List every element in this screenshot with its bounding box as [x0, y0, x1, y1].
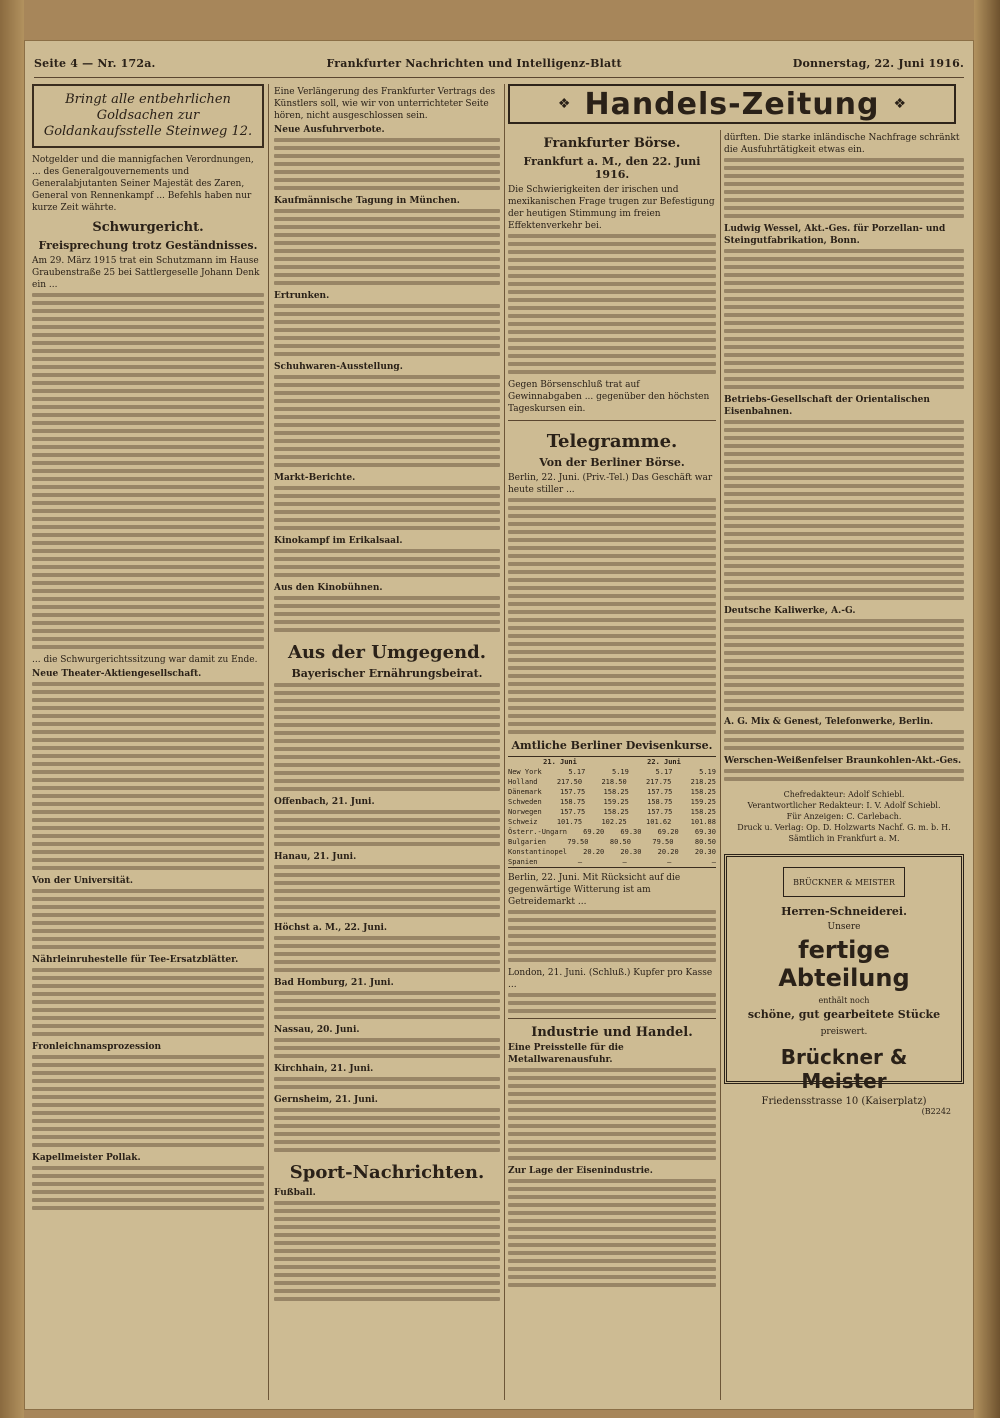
- dateline: Frankfurt a. M., den 22. Juni 1916.: [523, 155, 701, 181]
- imprint-line: Druck u. Verlag: Op. D. Holzwarts Nachf. G. m. b. H.: [737, 823, 951, 832]
- section-heading: Telegramme.: [546, 431, 678, 452]
- ad-line: enthält noch: [818, 996, 870, 1005]
- imprint-line: Chefredakteur: Adolf Schiebl.: [783, 790, 905, 799]
- news-item: Neue Ausfuhrverbote.: [274, 125, 385, 135]
- table-row: Dänemark 157.75 158.25 157.75 158.25: [508, 788, 716, 796]
- article-end: ... die Schwurgerichtssitzung war damit zu Ende.: [32, 655, 258, 665]
- article-end: Gegen Börsenschluß trat auf Gewinnabgaben ... gegenüber den höchsten Tageskursen ein.: [508, 380, 710, 414]
- news-item: Kirchhain, 21. Juni.: [274, 1064, 374, 1074]
- paper-title: Frankfurter Nachrichten und Intelligenz-Blatt: [326, 56, 622, 70]
- news-item: Neue Theater-Aktiengesellschaft.: [32, 669, 202, 679]
- imprint-line: Verantwortlicher Redakteur: I. V. Adolf Schiebl.: [747, 801, 941, 810]
- article-body: [724, 730, 964, 750]
- ad-code: (B2242: [921, 1107, 951, 1116]
- ornament-icon: ❖: [893, 96, 907, 112]
- article-start: Die Schwierigkeiten der irischen und mexikanischen Frage trugen zur Befestigung der heutigen Stimmung im freien Effektenverkehr bei.: [508, 185, 715, 231]
- column-4: [724, 130, 964, 1116]
- intro-text: dürften. Die starke inländische Nachfrage schränkt die Ausfuhrtätigkeit etwas ein.: [724, 133, 960, 155]
- article-body: [724, 158, 964, 218]
- imprint-line: Für Anzeigen: C. Carlebach.: [786, 812, 902, 821]
- article-body: [274, 486, 500, 530]
- article-heading: Bayerischer Ernährungsbeirat.: [291, 667, 483, 680]
- article-body: [724, 249, 964, 389]
- intro-text: Eine Verlängerung des Frankfurter Vertrags des Künstlers soll, wie wir von unterrichteter Seite hören, nicht ausgeschlossen sein.: [274, 87, 496, 121]
- telegram: Berlin, 22. Juni. Mit Rücksicht auf die gegenwärtige Witterung ist am Getreidemarkt ...: [508, 873, 681, 907]
- news-item: Aus den Kinobühnen.: [274, 583, 383, 593]
- article-body: [274, 1038, 500, 1058]
- article-body: [724, 619, 964, 711]
- column-3: [508, 130, 716, 1292]
- news-item: Hanau, 21. Juni.: [274, 852, 357, 862]
- section-heading: Sport-Nachrichten.: [289, 1162, 485, 1183]
- news-item: Deutsche Kaliwerke, A.-G.: [724, 606, 856, 616]
- brueckner-meister-ad: [724, 854, 964, 1116]
- news-item: Nassau, 20. Juni.: [274, 1025, 360, 1035]
- handels-zeitung-masthead: [508, 84, 956, 124]
- exchange-rates-table: [508, 756, 716, 868]
- article-body: [274, 683, 500, 791]
- page-number: Seite 4 — Nr. 172a.: [34, 56, 156, 70]
- article-heading: Freisprechung trotz Geständnisses.: [38, 239, 258, 252]
- article-body: [274, 596, 500, 632]
- news-item: Ludwig Wessel, Akt.-Ges. für Porzellan- und Steingutfabrikation, Bonn.: [724, 224, 946, 246]
- article-heading: Von der Berliner Börse.: [539, 456, 685, 469]
- column-rule: [720, 130, 721, 1400]
- article-body: [274, 936, 500, 972]
- column-rule: [268, 84, 269, 1400]
- table-row: Schweden 158.75 159.25 158.75 159.25: [508, 798, 716, 806]
- news-item: Markt-Berichte.: [274, 473, 356, 483]
- column-2: [274, 84, 500, 1306]
- news-item: Betriebs-Gesellschaft der Orientalischen Eisenbahnen.: [724, 395, 930, 417]
- news-item: Werschen-Weißenfelser Braunkohlen-Akt.-Ges.: [724, 756, 962, 766]
- article-body: [274, 991, 500, 1019]
- article-body: [32, 968, 264, 1036]
- telegram: London, 21. Juni. (Schluß.) Kupfer pro Kasse ...: [508, 968, 713, 990]
- article-body: [274, 865, 500, 917]
- ornament-icon: ❖: [557, 96, 571, 112]
- imprint: [724, 789, 964, 844]
- article-body: [32, 889, 264, 949]
- article-body: [508, 1179, 716, 1287]
- page-edge-right: [974, 0, 1000, 1418]
- news-item: Kinokampf im Erikalsaal.: [274, 536, 403, 546]
- ad-line: Unsere: [827, 922, 861, 932]
- news-item: Fronleichnamsprozession: [32, 1042, 162, 1052]
- article-body: [724, 769, 964, 781]
- table-row: Norwegen 157.75 158.25 157.75 158.25: [508, 808, 716, 816]
- article-body: [32, 1166, 264, 1210]
- news-item: Zur Lage der Eisenindustrie.: [508, 1166, 653, 1176]
- column-1: [32, 84, 264, 1215]
- news-item: A. G. Mix & Genest, Telefonwerke, Berlin.: [724, 717, 934, 727]
- ad-address: Friedensstrasse 10 (Kaiserplatz): [761, 1096, 927, 1107]
- section-heading: Frankfurter Börse.: [543, 136, 681, 151]
- news-item: Bad Homburg, 21. Juni.: [274, 978, 394, 988]
- section-title: Handels-Zeitung: [584, 86, 880, 122]
- news-item: Kapellmeister Pollak.: [32, 1153, 141, 1163]
- news-item: Gernsheim, 21. Juni.: [274, 1095, 378, 1105]
- news-item: Höchst a. M., 22. Juni.: [274, 923, 388, 933]
- ad-company: Brückner & Meister: [780, 1045, 908, 1093]
- article-body: [508, 1068, 716, 1160]
- telegram: Berlin, 22. Juni. (Priv.-Tel.) Das Geschäft war heute stiller ...: [508, 473, 713, 495]
- table-row: Holland 217.50 218.50 217.75 218.25: [508, 778, 716, 786]
- section-heading: Schwurgericht.: [92, 220, 204, 235]
- article-body: [274, 1201, 500, 1301]
- article-body: [274, 375, 500, 467]
- page-edge-left: [0, 0, 24, 1418]
- imprint-line: Sämtlich in Frankfurt a. M.: [788, 834, 900, 843]
- table-row: Spanien — — — —: [508, 858, 716, 866]
- news-item: Eine Preisstelle für die Metallwarenausfuhr.: [508, 1043, 624, 1065]
- ad-line: schöne, gut gearbeitete Stücke: [747, 1008, 941, 1021]
- article-body: [508, 910, 716, 962]
- intro-text: Notgelder und die mannigfachen Verordnungen, ... des Generalgouvernements und Generalabjutanten Seiner Majestät des Zaren, General von Rennenkampf ... Befehls haben nur kurze Zeit währte.: [32, 155, 254, 213]
- article-body: [32, 1055, 264, 1147]
- article-body: [508, 234, 716, 374]
- rates-title: Amtliche Berliner Devisenkurse.: [511, 739, 713, 752]
- page-header: [34, 52, 964, 78]
- article-start: Am 29. März 1915 trat ein Schutzmann im Hause Graubenstraße 25 bei Sattlergeselle Johann Denk ein ...: [32, 256, 260, 290]
- table-row: New York 5.17 5.19 5.17 5.19: [508, 768, 716, 776]
- table-header: 21. Juni 22. Juni: [543, 758, 681, 766]
- news-item: Offenbach, 21. Juni.: [274, 797, 375, 807]
- news-item: Schuhwaren-Ausstellung.: [274, 362, 403, 372]
- article-body: [274, 549, 500, 577]
- section-heading: Industrie und Handel.: [531, 1025, 693, 1040]
- ad-logo: BRÜCKNER & MEISTER: [783, 867, 905, 897]
- news-item: Ertrunken.: [274, 291, 330, 301]
- article-body: [274, 1077, 500, 1089]
- news-item: Nährleinruhestelle für Tee-Ersatzblätter.: [32, 955, 239, 965]
- table-row: Schweiz 101.75 102.25 101.62 101.88: [508, 818, 716, 826]
- table-row: Konstantinopel 20.20 20.30 20.20 20.30: [508, 848, 716, 856]
- newspaper-page: [24, 40, 974, 1410]
- gold-ad: Bringt alle entbehrlichen Goldsachen zur Goldankaufsstelle Steinweg 12.: [32, 84, 264, 148]
- article-body: [274, 1108, 500, 1152]
- article-body: [508, 993, 716, 1013]
- news-item: Von der Universität.: [32, 876, 134, 886]
- divider: [508, 1018, 716, 1019]
- article-body: [724, 420, 964, 600]
- article-body: [274, 810, 500, 846]
- divider: [508, 420, 716, 421]
- column-rule: [504, 84, 505, 1400]
- article-body: [508, 498, 716, 734]
- table-row: Bulgarien 79.50 80.50 79.50 80.50: [508, 838, 716, 846]
- table-row: Österr.-Ungarn 69.20 69.30 69.20 69.30: [508, 828, 716, 836]
- article-body: [274, 138, 500, 190]
- news-item: Kaufmännische Tagung in München.: [274, 196, 460, 206]
- article-body: [274, 209, 500, 285]
- news-item: Fußball.: [274, 1188, 316, 1198]
- issue-date: Donnerstag, 22. Juni 1916.: [792, 56, 964, 70]
- section-heading: Aus der Umgegend.: [288, 642, 486, 663]
- ad-line: preiswert.: [820, 1027, 868, 1037]
- article-body: [32, 293, 264, 649]
- article-body: [274, 304, 500, 356]
- ad-headline: fertige Abteilung: [778, 936, 910, 992]
- article-body: [32, 682, 264, 870]
- ad-line: Herren-Schneiderei.: [781, 905, 907, 918]
